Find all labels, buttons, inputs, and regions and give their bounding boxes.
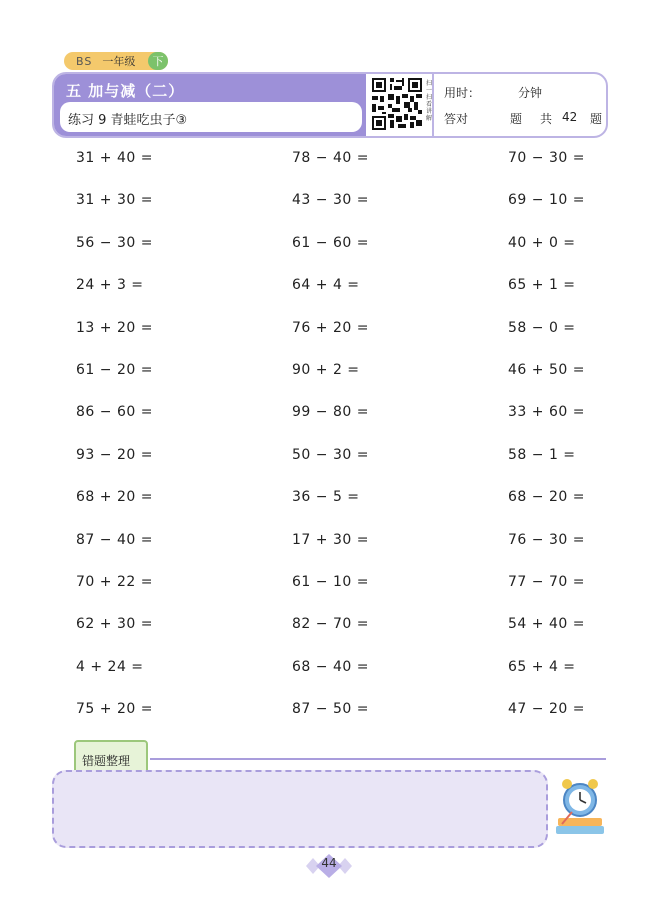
arithmetic-problem: 62 + 30 =: [76, 616, 153, 633]
term-label: 下: [148, 52, 168, 70]
arithmetic-problem: 70 − 30 =: [508, 150, 585, 166]
chapter-title: 五 加与减（二）: [66, 82, 185, 100]
arithmetic-problem: 76 + 20 =: [292, 319, 369, 336]
arithmetic-problem: 31 + 40 =: [76, 150, 153, 166]
arithmetic-problem: 54 + 40 =: [508, 616, 585, 633]
arithmetic-problem: 17 + 30 =: [292, 531, 369, 548]
arithmetic-problem: 69 − 10 =: [508, 192, 585, 209]
arithmetic-problem: 82 − 70 =: [292, 616, 369, 633]
arithmetic-problem: 93 − 20 =: [76, 446, 153, 463]
arithmetic-problem: 58 − 1 =: [508, 446, 576, 463]
arithmetic-problem: 68 − 20 =: [508, 489, 585, 506]
alarm-clock-icon: [554, 776, 606, 836]
arithmetic-problem: 33 + 60 =: [508, 404, 585, 421]
publisher-label: BS: [76, 54, 93, 68]
arithmetic-problem: 70 + 22 =: [76, 574, 153, 590]
answer-unit: 题: [510, 112, 523, 126]
qr-code-icon: [370, 76, 424, 132]
qr-side-text: 扫一扫看讲解: [426, 80, 433, 122]
arithmetic-problem: 4 + 24 =: [76, 658, 144, 675]
answer-label: 答对: [444, 112, 469, 126]
time-row: [444, 84, 543, 101]
section-divider: [150, 758, 606, 760]
arithmetic-problem: 31 + 30 =: [76, 192, 153, 209]
page-number: 44: [321, 856, 337, 870]
arithmetic-problem: 47 − 20 =: [508, 701, 585, 718]
arithmetic-problem: 99 − 80 =: [292, 404, 369, 421]
title-panel: [54, 74, 366, 136]
header-divider: [432, 74, 434, 136]
qr-code[interactable]: [368, 74, 432, 136]
arithmetic-problem: 46 + 50 =: [508, 362, 585, 378]
total-count: 42: [562, 110, 578, 124]
arithmetic-problem: 78 − 40 =: [292, 150, 369, 166]
arithmetic-problem: 87 − 40 =: [76, 531, 153, 548]
time-label: 用时：: [444, 86, 481, 100]
exercise-title: 练习 9 青蛙吃虫子③: [68, 113, 188, 128]
arithmetic-problem: 90 + 2 =: [292, 362, 360, 378]
arithmetic-problem: 13 + 20 =: [76, 319, 153, 336]
mistakes-label: 错题整理: [82, 754, 131, 768]
total-label: 共: [540, 112, 553, 126]
arithmetic-problem: 58 − 0 =: [508, 319, 576, 336]
answer-row: [444, 110, 614, 126]
grade-label: 一年级: [102, 55, 136, 68]
exercise-title-box: [60, 102, 362, 132]
arithmetic-problem: 65 + 1 =: [508, 277, 576, 294]
worksheet-header: [52, 72, 608, 138]
arithmetic-problem: 76 − 30 =: [508, 531, 585, 548]
arithmetic-problem: 65 + 4 =: [508, 658, 576, 675]
arithmetic-problem: 36 − 5 =: [292, 489, 360, 506]
arithmetic-problem: 64 + 4 =: [292, 277, 360, 294]
arithmetic-problem: 75 + 20 =: [76, 701, 153, 718]
grade-badge: [64, 52, 168, 70]
arithmetic-problem: 87 − 50 =: [292, 701, 369, 718]
arithmetic-problem: 24 + 3 =: [76, 277, 144, 294]
arithmetic-problem: 77 − 70 =: [508, 574, 585, 590]
time-unit: 分钟: [518, 86, 543, 100]
arithmetic-problem: 61 − 10 =: [292, 574, 369, 590]
arithmetic-problem: 61 − 60 =: [292, 234, 369, 251]
arithmetic-problem: 86 − 60 =: [76, 404, 153, 421]
arithmetic-problem: 40 + 0 =: [508, 234, 576, 251]
arithmetic-problem: 68 − 40 =: [292, 658, 369, 675]
arithmetic-problem: 56 − 30 =: [76, 234, 153, 251]
arithmetic-problem: 50 − 30 =: [292, 446, 369, 463]
mistakes-note-area[interactable]: [52, 770, 548, 848]
arithmetic-problem: 61 − 20 =: [76, 362, 153, 378]
arithmetic-problem: 43 − 30 =: [292, 192, 369, 209]
arithmetic-problem: 68 + 20 =: [76, 489, 153, 506]
total-unit: 题: [590, 112, 603, 126]
